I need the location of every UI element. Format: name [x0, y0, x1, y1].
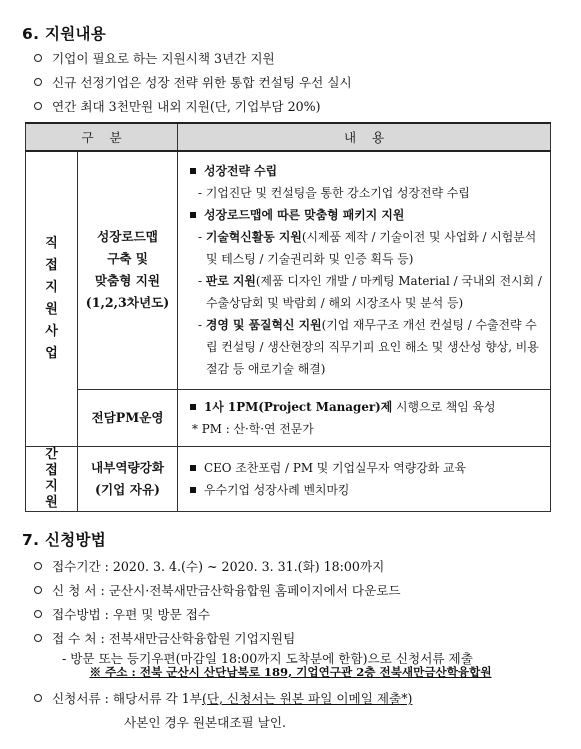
- visit-note: - 방문 또는 등기우편(마감일 18:00까지 도착분에 한함)으로 신청서류 제출: [62, 651, 473, 666]
- pm-note: * PM : 산·학·연 전문가: [192, 421, 314, 436]
- list-item: 1사 1PM(Project Manager)제 시행으로 책임 육성: [188, 396, 542, 418]
- support-table: [25, 122, 551, 512]
- table-header-row: [26, 123, 551, 151]
- sub-item-tech: - 기술혁신활동 지원(시제품 제작 / 기술이전 및 사업화 / 시험분석 및 테스팅 / 기술권리화 및 인증 획득 등): [198, 230, 537, 267]
- section-6-title: 6. 지원내용: [22, 25, 107, 43]
- sub-item-management: - 경영 및 품질혁신 지원(기업 재무구조 개선 컨설팅 / 수출전략 수립 컨설팅 / 생산현장의 직무기피 요인 해소 및 생산성 향상, 비용절감 등 애로기술 해결): [198, 318, 539, 377]
- header-content: 내 용: [178, 123, 551, 151]
- circle-bullet-icon: [34, 102, 42, 110]
- apply-period: 접수기간 : 2020. 3. 4.(수) ~ 2020. 3. 31.(화) 18:00까지: [34, 556, 384, 575]
- circle-bullet-icon: [34, 586, 42, 594]
- circle-bullet-icon: [34, 562, 42, 570]
- sub-item-market: - 판로 지원(제품 디자인 개발 / 마케팅 Material / 국내외 전시회 / 수출상담회 및 박람회 / 해외 시장조사 및 분석 등): [198, 274, 542, 311]
- circle-bullet-icon: [34, 78, 42, 86]
- list-item: 우수기업 성장사례 벤치마킹: [188, 479, 542, 501]
- apply-form: 신 청 서 : 군산시·전북새만금산학융합원 홈페이지에서 다운로드: [34, 580, 401, 599]
- roadmap-category: 성장로드맵 구축 및 맞춤형 지원 (1,2,3차년도): [78, 151, 178, 389]
- list-item: 성장전략 수립: [188, 160, 542, 182]
- square-bullet-icon: [190, 168, 196, 174]
- documents-note: 사본인 경우 원본대조필 날인.: [124, 715, 286, 730]
- direct-support-label: 직접지원사업: [26, 151, 78, 446]
- circle-bullet-icon: [34, 634, 42, 642]
- apply-method: 접수방법 : 우편 및 방문 접수: [34, 604, 210, 623]
- square-bullet-icon: [190, 404, 196, 410]
- table-row: [26, 446, 551, 511]
- square-bullet-icon: [190, 212, 196, 218]
- section-6-bullet: 기업이 필요로 하는 지원시책 3년간 지원: [34, 48, 275, 67]
- section-7-title: 7. 신청방법: [22, 531, 107, 549]
- apply-documents: 신청서류 : 해당서류 각 1부 (단, 신청서는 원본 파일 이메일 제출*): [34, 688, 412, 707]
- capacity-content: [178, 446, 551, 511]
- table-row: [26, 151, 551, 389]
- header-category: 구 분: [26, 123, 178, 151]
- list-item: CEO 조찬포럼 / PM 및 기업실무자 역량강화 교육: [188, 457, 542, 479]
- list-item: 성장로드맵에 따른 맞춤형 패키지 지원: [188, 204, 542, 226]
- circle-bullet-icon: [34, 694, 42, 702]
- square-bullet-icon: [190, 465, 196, 471]
- capacity-category: 내부역량강화 (기업 자유): [78, 446, 178, 511]
- circle-bullet-icon: [34, 610, 42, 618]
- section-6-bullet: 신규 선정기업은 성장 전략 위한 통합 컨설팅 우선 실시: [34, 72, 352, 91]
- address-note: ※ 주소 : 전북 군산시 산단남북로 189, 기업연구관 2층 전북새만금산학융합원: [89, 665, 492, 679]
- indirect-support-label: 간접지원: [26, 446, 78, 511]
- square-bullet-icon: [190, 487, 196, 493]
- circle-bullet-icon: [34, 54, 42, 62]
- pm-category: 전담PM운영: [78, 389, 178, 446]
- roadmap-content: [178, 151, 551, 389]
- section-6-bullet: 연간 최대 3천만원 내외 지원(단, 기업부담 20%): [34, 96, 321, 115]
- pm-content: [178, 389, 551, 446]
- table-row: [26, 389, 551, 446]
- apply-receiver: 접 수 처 : 전북새만금산학융합원 기업지원팀: [34, 628, 295, 647]
- list-item-detail: - 기업진단 및 컨설팅을 통한 강소기업 성장전략 수립: [198, 186, 470, 201]
